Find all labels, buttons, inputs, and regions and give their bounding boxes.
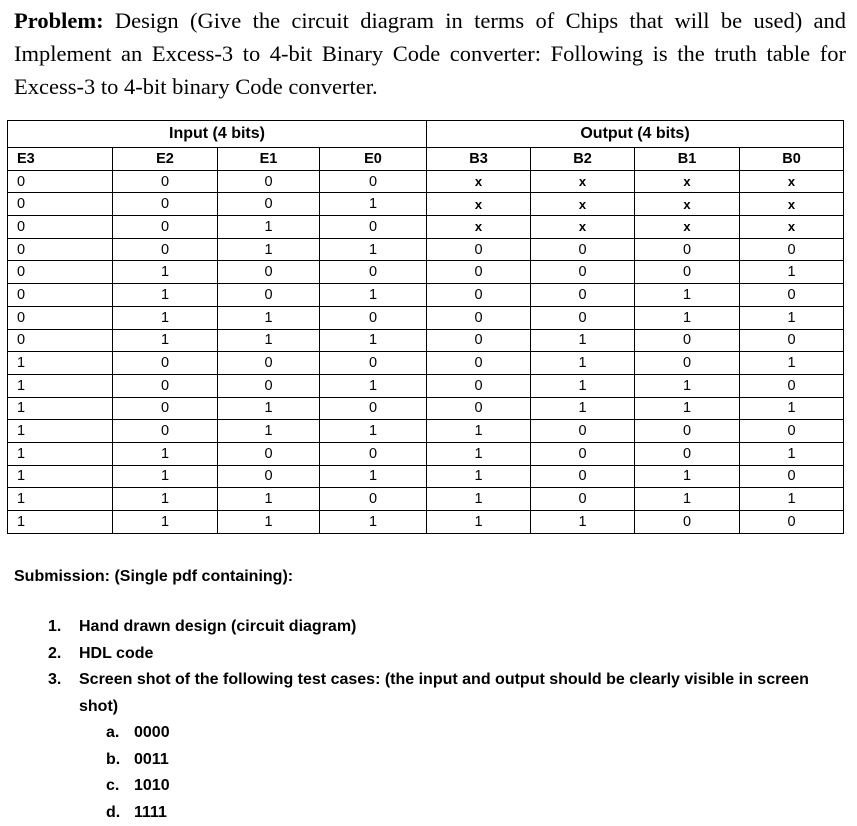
cell-b2: 1 (531, 329, 635, 352)
cell-e2: 0 (113, 420, 218, 443)
col-header-e3: E3 (8, 148, 113, 171)
test-case-letter: a. (106, 724, 120, 741)
cell-b1: 0 (635, 352, 740, 375)
cell-e2: 1 (113, 329, 218, 352)
table-row (8, 397, 844, 420)
cell-b1: 1 (635, 284, 740, 307)
list-item-text: Screen shot of the following test cases: (the input and output should be clearly visible in screen shot) (79, 671, 809, 715)
cell-e3: 0 (8, 216, 113, 239)
test-case-value: 0000 (134, 724, 170, 741)
cell-b3: 1 (427, 465, 531, 488)
table-row (8, 374, 844, 397)
cell-e1: 1 (218, 488, 320, 511)
cell-e1: 1 (218, 511, 320, 534)
truth-table (7, 120, 844, 534)
cell-b1: 1 (635, 306, 740, 329)
list-item-number: 2. (48, 644, 62, 662)
list-item-number: 3. (48, 671, 62, 688)
cell-b3: 0 (427, 374, 531, 397)
cell-e2: 0 (113, 193, 218, 216)
test-case-item (106, 800, 838, 826)
problem-text: Design (Give the circuit diagram in terms of Chips that will be used) and Implement an Excess-3 to 4-bit Binary Code converter: Following is the truth table for Excess-3 to 4-bit binary Code converter. (14, 8, 847, 99)
table-row (8, 442, 844, 465)
cell-e1: 0 (218, 465, 320, 488)
problem-statement (14, 4, 846, 103)
cell-b2: 0 (531, 420, 635, 443)
cell-e0: 0 (320, 488, 427, 511)
cell-b1: 0 (635, 238, 740, 261)
cell-b0: x (740, 170, 844, 193)
cell-b0: x (740, 193, 844, 216)
cell-e0: 1 (320, 374, 427, 397)
cell-b0: 0 (740, 284, 844, 307)
output-group-header: Output (4 bits) (427, 121, 844, 148)
cell-e0: 1 (320, 420, 427, 443)
cell-b2: 0 (531, 488, 635, 511)
cell-b3: 0 (427, 261, 531, 284)
table-row (8, 352, 844, 375)
table-row (8, 488, 844, 511)
table-row (8, 261, 844, 284)
cell-e1: 0 (218, 284, 320, 307)
cell-b1: 1 (635, 397, 740, 420)
cell-e3: 0 (8, 284, 113, 307)
cell-e2: 0 (113, 170, 218, 193)
column-header-row (8, 148, 844, 171)
cell-e0: 1 (320, 511, 427, 534)
test-case-item (106, 720, 838, 747)
cell-b2: 1 (531, 511, 635, 534)
col-header-b0: B0 (740, 148, 844, 171)
cell-e0: 1 (320, 193, 427, 216)
cell-b1: 0 (635, 329, 740, 352)
table-row (8, 329, 844, 352)
cell-e2: 1 (113, 306, 218, 329)
cell-b1: 1 (635, 488, 740, 511)
cell-b2: x (531, 216, 635, 239)
submission-list (48, 614, 838, 826)
cell-b3: 0 (427, 329, 531, 352)
cell-e1: 1 (218, 397, 320, 420)
col-header-e0: E0 (320, 148, 427, 171)
cell-e0: 0 (320, 216, 427, 239)
cell-e1: 1 (218, 238, 320, 261)
cell-b3: x (427, 216, 531, 239)
col-header-e1: E1 (218, 148, 320, 171)
cell-e1: 0 (218, 170, 320, 193)
cell-b3: x (427, 193, 531, 216)
cell-e2: 1 (113, 511, 218, 534)
cell-e3: 0 (8, 193, 113, 216)
test-case-letter: b. (106, 750, 121, 768)
cell-e2: 0 (113, 397, 218, 420)
cell-e3: 1 (8, 465, 113, 488)
cell-b3: 0 (427, 238, 531, 261)
cell-b1: x (635, 193, 740, 216)
cell-b1: 0 (635, 442, 740, 465)
cell-b3: 0 (427, 397, 531, 420)
cell-b2: 0 (531, 465, 635, 488)
cell-e0: 1 (320, 284, 427, 307)
cell-b0: 1 (740, 261, 844, 284)
table-row (8, 238, 844, 261)
cell-e3: 1 (8, 397, 113, 420)
cell-e3: 1 (8, 352, 113, 375)
list-item (48, 614, 838, 641)
test-case-letter: c. (106, 777, 120, 794)
cell-b1: 0 (635, 261, 740, 284)
cell-b0: 0 (740, 238, 844, 261)
cell-b0: 0 (740, 329, 844, 352)
cell-b0: 0 (740, 465, 844, 488)
cell-b2: 0 (531, 238, 635, 261)
submission-heading: Submission: (Single pdf containing): (14, 568, 294, 585)
cell-b3: 0 (427, 352, 531, 375)
cell-e2: 1 (113, 488, 218, 511)
cell-e1: 0 (218, 352, 320, 375)
cell-e1: 0 (218, 193, 320, 216)
col-header-e2: E2 (113, 148, 218, 171)
table-row (8, 306, 844, 329)
cell-b0: 1 (740, 442, 844, 465)
cell-e2: 0 (113, 216, 218, 239)
table-row (8, 216, 844, 239)
cell-b3: 1 (427, 488, 531, 511)
cell-b3: 1 (427, 511, 531, 534)
input-group-header: Input (4 bits) (8, 121, 427, 148)
cell-e3: 1 (8, 488, 113, 511)
group-header-row (8, 121, 844, 148)
cell-b3: 0 (427, 306, 531, 329)
cell-e0: 0 (320, 261, 427, 284)
cell-e3: 1 (8, 374, 113, 397)
cell-b1: x (635, 216, 740, 239)
table-row (8, 170, 844, 193)
cell-e2: 0 (113, 352, 218, 375)
cell-e3: 1 (8, 442, 113, 465)
list-item-text: HDL code (79, 644, 154, 662)
table-row (8, 193, 844, 216)
test-case-letter: d. (106, 803, 121, 821)
cell-b3: x (427, 170, 531, 193)
cell-b1: 1 (635, 374, 740, 397)
cell-e0: 0 (320, 397, 427, 420)
cell-e3: 1 (8, 420, 113, 443)
cell-e3: 1 (8, 511, 113, 534)
cell-e3: 0 (8, 170, 113, 193)
cell-b3: 1 (427, 420, 531, 443)
cell-e3: 0 (8, 238, 113, 261)
cell-b2: 1 (531, 374, 635, 397)
cell-e0: 0 (320, 442, 427, 465)
test-case-item (106, 773, 838, 800)
cell-e0: 1 (320, 238, 427, 261)
cell-e0: 0 (320, 170, 427, 193)
cell-e2: 1 (113, 442, 218, 465)
list-item-text: Hand drawn design (circuit diagram) (79, 618, 357, 635)
cell-e1: 0 (218, 374, 320, 397)
test-case-value: 1010 (134, 777, 170, 794)
cell-b1: 1 (635, 465, 740, 488)
cell-e3: 0 (8, 329, 113, 352)
cell-e3: 0 (8, 306, 113, 329)
table-row (8, 465, 844, 488)
cell-b0: 1 (740, 352, 844, 375)
cell-b2: 1 (531, 397, 635, 420)
test-case-item (106, 747, 838, 774)
cell-e1: 1 (218, 420, 320, 443)
cell-b3: 1 (427, 442, 531, 465)
cell-b0: 0 (740, 374, 844, 397)
cell-b0: x (740, 216, 844, 239)
cell-e1: 0 (218, 261, 320, 284)
cell-e1: 0 (218, 442, 320, 465)
cell-b2: 0 (531, 284, 635, 307)
cell-b2: 0 (531, 261, 635, 284)
col-header-b3: B3 (427, 148, 531, 171)
test-case-value: 1111 (134, 803, 167, 821)
problem-label: Problem: (14, 8, 104, 33)
cell-e0: 0 (320, 306, 427, 329)
table-row (8, 284, 844, 307)
cell-b1: 0 (635, 511, 740, 534)
cell-e0: 0 (320, 352, 427, 375)
cell-e1: 1 (218, 216, 320, 239)
cell-b0: 1 (740, 306, 844, 329)
cell-b2: 0 (531, 442, 635, 465)
cell-e0: 1 (320, 329, 427, 352)
cell-b2: x (531, 193, 635, 216)
cell-b2: x (531, 170, 635, 193)
cell-e2: 0 (113, 374, 218, 397)
list-item (48, 667, 838, 720)
cell-b0: 1 (740, 488, 844, 511)
col-header-b2: B2 (531, 148, 635, 171)
cell-b1: 0 (635, 420, 740, 443)
list-item-number: 1. (48, 618, 62, 635)
cell-e2: 1 (113, 261, 218, 284)
cell-e1: 1 (218, 329, 320, 352)
test-case-value: 0011 (134, 750, 169, 768)
cell-e0: 1 (320, 465, 427, 488)
col-header-b1: B1 (635, 148, 740, 171)
cell-b3: 0 (427, 284, 531, 307)
cell-e2: 1 (113, 284, 218, 307)
cell-b1: x (635, 170, 740, 193)
list-item (48, 641, 838, 668)
table-row (8, 420, 844, 443)
cell-b2: 0 (531, 306, 635, 329)
cell-e1: 1 (218, 306, 320, 329)
cell-e2: 0 (113, 238, 218, 261)
cell-e2: 1 (113, 465, 218, 488)
table-row (8, 511, 844, 534)
cell-b0: 0 (740, 511, 844, 534)
cell-b0: 1 (740, 397, 844, 420)
cell-b0: 0 (740, 420, 844, 443)
cell-b2: 1 (531, 352, 635, 375)
cell-e3: 0 (8, 261, 113, 284)
